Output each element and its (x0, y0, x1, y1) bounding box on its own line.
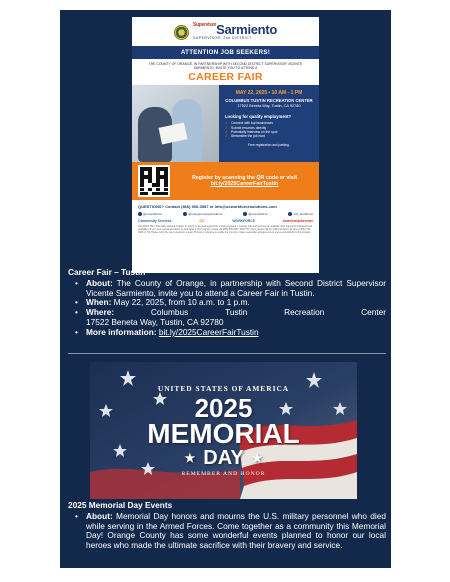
flyer-contact: QUESTIONS? Contact (866) 500-0587 or info@ocworkforcesolutions.com (138, 204, 277, 210)
flyer-free-note: Free registration and parking. (248, 142, 290, 147)
social-handle: ocb_workforce (288, 212, 313, 216)
memorial-details (68, 512, 386, 551)
flyer-photo (132, 85, 319, 162)
flyer-banner: ATTENTION JOB SEEKERS! (132, 46, 319, 59)
list-item (86, 328, 386, 338)
list-item (86, 512, 386, 551)
supervisor-logo (132, 17, 319, 43)
flyer-address: 17522 Beneta Way, Tustin, CA 92780 (237, 104, 301, 109)
qr-code-icon[interactable] (138, 165, 170, 197)
memorial-day-section (68, 501, 386, 551)
flyer-register-link[interactable]: bit.ly/2025CareerFairTustin (210, 181, 279, 188)
info-label: More information: (86, 326, 157, 337)
star-icon: ★ (184, 450, 196, 465)
partner-logo: WORKFORCE (232, 219, 255, 224)
star-icon: ★ (251, 450, 263, 465)
when-label: When: (86, 297, 112, 308)
flyer-bullet: ✓ Potentially interview on the spot (225, 130, 313, 134)
banner-day: DAY (203, 446, 244, 469)
when-text: May 22, 2025, from 10 a.m. to 1 p.m. (113, 297, 250, 308)
banner-country: UNITED STATES OF AMERICA (157, 384, 290, 394)
flyer-venue: COLUMBUS TUSTIN RECREATION CENTER (225, 98, 313, 104)
list-item (86, 308, 386, 328)
flyer-register-bar (132, 162, 319, 200)
list-item (86, 279, 386, 299)
newsletter-panel (60, 10, 391, 568)
about-label: About: (86, 277, 113, 288)
flyer-bullet: ✓ Connect with top businesses (225, 121, 313, 125)
memorial-day-banner (90, 362, 357, 499)
memorial-heading: 2025 Memorial Day Events (68, 500, 173, 510)
flyer-register-text: Register by scanning the QR code or visit (191, 174, 298, 181)
flyer-social-row (132, 209, 319, 216)
logo-name-text: Sarmiento (216, 22, 277, 38)
flyer-partner-logos (132, 216, 319, 223)
logo-district-text: SUPERVISOR, 2nd DISTRICT (193, 36, 252, 41)
partner-logo: Community Services (138, 219, 172, 224)
where-word: Recreation (284, 307, 325, 318)
social-handle: @ocworkforce (138, 212, 162, 216)
flyer-fine-print: This WIOA Title I-financially assisted program or activity is an equal opportunity employer/program. Auxiliary aids and services are available upon request to individuals with disabilities. If you need special assistance to participate in this program, please call (866) 500-0587. CRS/TTY users, please call the California Relay Service at (800) 735-2929 or 711. Please notify the event organizer at least 72 hours in advance to enable the County to make reasonable arrangements to ensure accessibility to this program. (138, 226, 313, 235)
flyer-bullets (225, 121, 313, 139)
flyer-title: CAREER FAIR (188, 71, 263, 84)
flyer-bullet: ✓ Streamline the job hunt (225, 134, 313, 138)
logo-super-text: Supervisor (193, 22, 217, 29)
partner-logo: americanjobcenter (282, 219, 313, 224)
where-label: • Where: (86, 307, 115, 318)
section-divider (68, 353, 386, 354)
banner-year: 2025 (194, 393, 253, 424)
memorial-banner-text (90, 362, 357, 499)
career-fair-section (68, 268, 386, 337)
where-address: 17522 Beneta Way, Tustin, CA 92780 (86, 316, 224, 327)
county-seal-icon (174, 25, 189, 40)
about-text: The County of Orange, in partnership with Second District Supervisor Vicente Sarmiento, invite you to attend a Career Fair in Tustin. (86, 277, 386, 298)
flyer-date: MAY 22, 2025 • 10 AM - 1 PM (235, 90, 303, 97)
banner-title: MEMORIAL (147, 418, 300, 450)
flyer-bullet: ✓ Submit resumes directly (225, 126, 313, 130)
where-word: Center (361, 307, 386, 318)
about-label: About: (86, 510, 113, 521)
banner-subtitle: REMEMBER AND HONOR (181, 470, 266, 477)
partner-logo: OC (199, 219, 205, 224)
banner-day-row (185, 448, 263, 468)
where-word: Columbus (150, 307, 189, 318)
flyer-question: Looking for quality employment? (225, 114, 292, 120)
flyer-intro: THE COUNTY OF ORANGE, IN PARTNERSHIP WITH SECOND DISTRICT SUPERVISOR VICENTE SARMIENTO, INVITE YOU TO ATTEND A (148, 62, 303, 71)
career-fair-flyer (132, 17, 319, 273)
social-handle: @ocworkforce (243, 212, 267, 216)
social-handle: @orangecountyworkforce (183, 212, 222, 216)
career-fair-heading: Career Fair – Tustin (68, 267, 146, 277)
about-text: Memorial Day honors and mourns the U.S. military personnel who died while serving in the Armed Forces. Come together as a community this Memorial Day! Orange County has some wonderful events planned to honor our local heroes who made the ultimate sacrifice with their bravery and service. (86, 510, 386, 551)
flyer-info-box (219, 85, 319, 162)
where-word: Tustin (225, 307, 248, 318)
info-link[interactable]: bit.ly/2025CareerFairTustin (158, 326, 259, 337)
career-fair-details (68, 279, 386, 338)
